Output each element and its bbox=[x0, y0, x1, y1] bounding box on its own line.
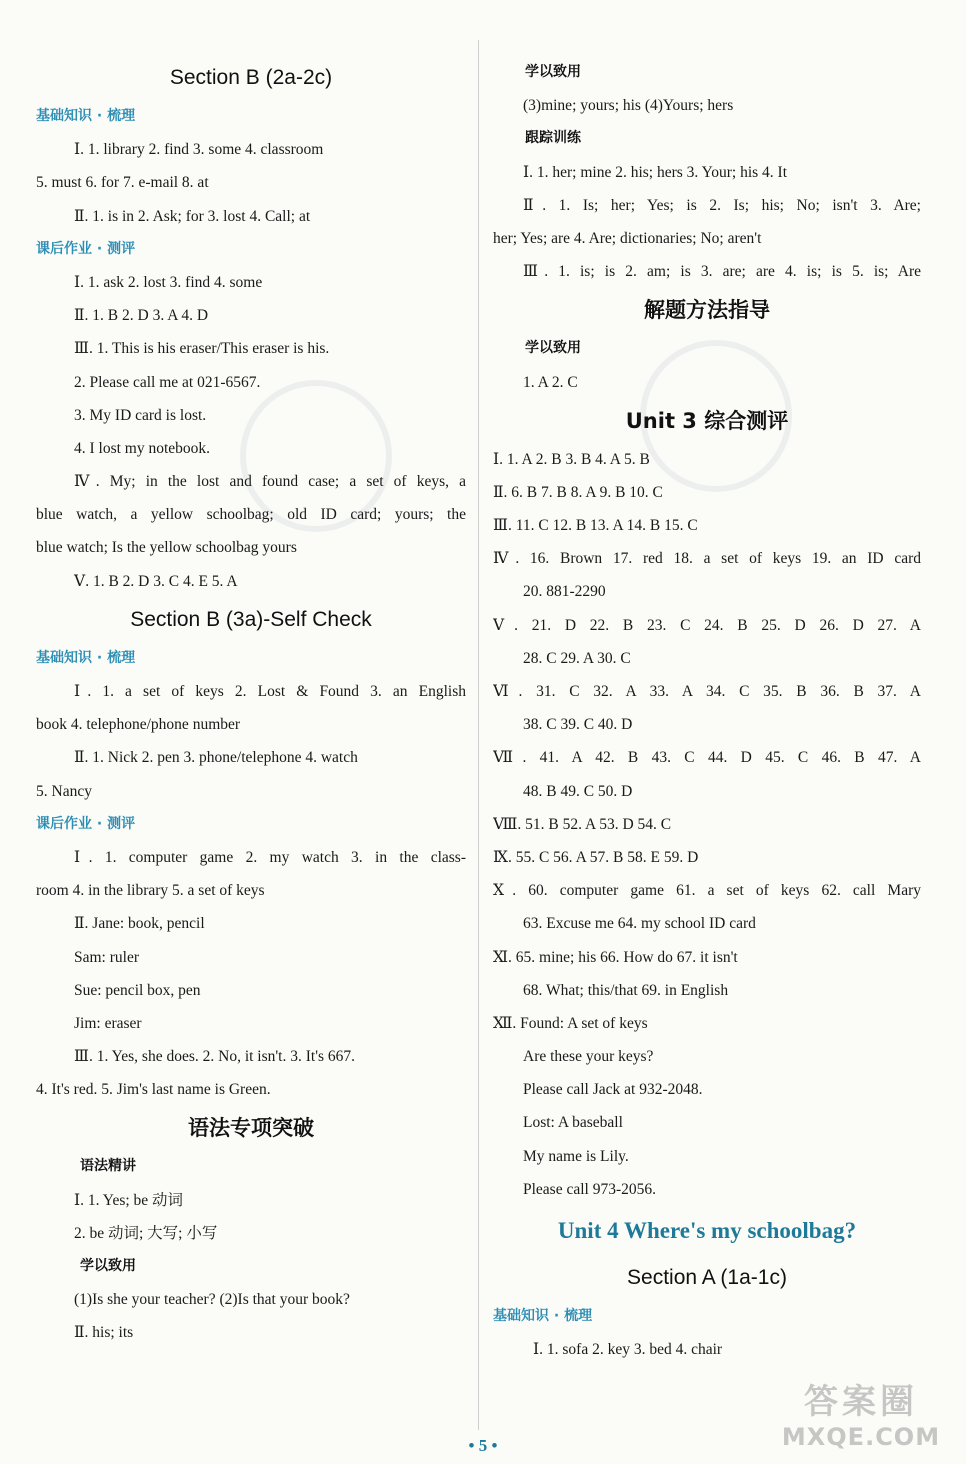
answer-line: her; Yes; are 4. Are; dictionaries; No; aren't bbox=[493, 229, 762, 247]
answer-line: Ⅰ. 1. sofa 2. key 3. bed 4. chair bbox=[533, 1341, 723, 1359]
answer-line: Ⅰ. 1. a set of keys 2. Lost & Found 3. an English bbox=[74, 683, 466, 700]
answer-line: 5. must 6. for 7. e-mail 8. at bbox=[36, 174, 209, 192]
section-title: Section B (2a-2c) bbox=[169, 66, 333, 89]
answer-line: Ⅱ. his; its bbox=[74, 1324, 134, 1342]
watermark-logo-text: 答案圈 bbox=[804, 1382, 918, 1422]
answer-line: book 4. telephone/phone number bbox=[36, 716, 241, 734]
answer-line: Sue: pencil box, pen bbox=[74, 981, 201, 999]
answer-line: Ⅱ. 1. B 2. D 3. A 4. D bbox=[74, 307, 209, 325]
section-label: 课后作业 · 测评 bbox=[36, 815, 136, 832]
answer-line: Ⅱ. 1. Is; her; Yes; is 2. Is; his; No; isn't 3. Are; bbox=[523, 196, 921, 214]
left-column bbox=[36, 56, 466, 1350]
answer-line: Ⅰ. 1. A 2. B 3. B 4. A 5. B bbox=[493, 450, 650, 468]
answer-line: Ⅷ. 51. B 52. A 53. D 54. C bbox=[493, 815, 672, 833]
answer-line: Jim: eraser bbox=[74, 1014, 142, 1032]
section-label: 基础知识 · 梳理 bbox=[36, 649, 136, 666]
answer-line: Ⅲ. 1. is; is 2. am; is 3. are; are 4. is; is 5. is; Are bbox=[523, 263, 921, 281]
page-number: • 5 • bbox=[468, 1436, 498, 1455]
answer-line: 38. C 39. C 40. D bbox=[523, 716, 633, 734]
answer-line: Ⅱ. 1. is in 2. Ask; for 3. lost 4. Call; at bbox=[74, 207, 311, 225]
answer-line: Sam: ruler bbox=[74, 948, 139, 966]
answer-line: Lost: A baseball bbox=[523, 1114, 623, 1132]
column-divider bbox=[478, 40, 479, 1430]
section-label: 学以致用 bbox=[80, 1258, 136, 1274]
section-title: 语法专项突破 bbox=[188, 1116, 314, 1141]
answer-line: (3)mine; yours; his (4)Yours; hers bbox=[523, 97, 734, 115]
answer-line: 63. Excuse me 64. my school ID card bbox=[523, 915, 756, 933]
section-label: 学以致用 bbox=[525, 64, 581, 80]
answer-line: Ⅰ. 1. library 2. find 3. some 4. classroom bbox=[74, 141, 324, 159]
answer-line: Ⅰ. 1. her; mine 2. his; hers 3. Your; his 4. It bbox=[523, 163, 788, 181]
section-label: 语法精讲 bbox=[80, 1158, 136, 1175]
section-title: Section A (1a-1c) bbox=[627, 1266, 787, 1289]
answer-line: 68. What; this/that 69. in English bbox=[523, 981, 729, 999]
answer-line: 5. Nancy bbox=[36, 782, 92, 800]
section-label: 基础知识 · 梳理 bbox=[493, 1308, 593, 1324]
answer-line: Ⅹ. 60. computer game 61. a set of keys 62. call Mary bbox=[493, 882, 921, 900]
answer-line: Ⅱ. Jane: book, pencil bbox=[74, 915, 205, 933]
answer-line: blue watch; Is the yellow schoolbag yours bbox=[36, 539, 297, 557]
answer-line: Ⅻ. Found: A set of keys bbox=[493, 1014, 648, 1032]
answer-line: 3. My ID card is lost. bbox=[74, 406, 207, 424]
answer-line: Ⅴ. 1. B 2. D 3. C 4. E 5. A bbox=[74, 572, 238, 590]
answer-line: 4. It's red. 5. Jim's last name is Green. bbox=[36, 1081, 271, 1099]
answer-line: Ⅲ. 11. C 12. B 13. A 14. B 15. C bbox=[493, 517, 698, 535]
answer-line: 2. Please call me at 021-6567. bbox=[74, 373, 261, 391]
answer-line: Are these your keys? bbox=[523, 1048, 654, 1066]
answer-line: Ⅲ. 1. Yes, she does. 2. No, it isn't. 3. It's 667. bbox=[74, 1048, 356, 1066]
answer-line: Ⅰ. 1. ask 2. lost 3. find 4. some bbox=[74, 273, 263, 291]
answer-line: (1)Is she your teacher? (2)Is that your book? bbox=[74, 1291, 350, 1309]
answer-line: 1. A 2. C bbox=[523, 373, 578, 391]
answer-line: Ⅰ. 1. Yes; be 动词 bbox=[74, 1191, 184, 1209]
answer-line: Please call 973-2056. bbox=[523, 1180, 657, 1198]
answer-line: Ⅱ. 1. Nick 2. pen 3. phone/telephone 4. watch bbox=[74, 749, 358, 767]
answer-line: Ⅳ. 16. Brown 17. red 18. a set of keys 19. an ID card bbox=[493, 550, 921, 568]
answer-line: Ⅱ. 6. B 7. B 8. A 9. B 10. C bbox=[493, 483, 663, 501]
answer-line: Please call Jack at 932-2048. bbox=[523, 1081, 703, 1099]
section-label: 课后作业 · 测评 bbox=[36, 240, 136, 257]
right-column bbox=[493, 56, 921, 1366]
section-label: 基础知识 · 梳理 bbox=[36, 108, 136, 124]
answer-line: 2. be 动词; 大写; 小写 bbox=[74, 1224, 218, 1242]
site-watermark bbox=[766, 1382, 956, 1462]
answer-line: Ⅰ. 1. computer game 2. my watch 3. in the class- bbox=[74, 848, 466, 866]
answer-line: Ⅺ. 65. mine; his 66. How do 67. it isn't bbox=[493, 948, 738, 966]
answer-line: Ⅶ. 41. A 42. B 43. C 44. D 45. C 46. B 47. A bbox=[493, 749, 921, 767]
answer-line: Ⅳ. My; in the lost and found case; a set of keys, a bbox=[74, 473, 466, 491]
answer-line: 28. C 29. A 30. C bbox=[523, 649, 631, 667]
section-title: Unit 3 综合测评 bbox=[625, 408, 789, 433]
answer-line: My name is Lily. bbox=[523, 1147, 629, 1165]
answer-line: Ⅵ. 31. C 32. A 33. A 34. C 35. B 36. B 37. A bbox=[493, 683, 921, 700]
section-label: 跟踪训练 bbox=[525, 130, 581, 147]
section-title: Section B (3a)-Self Check bbox=[130, 607, 372, 631]
answer-line: blue watch, a yellow schoolbag; old ID card; yours; the bbox=[36, 506, 466, 524]
answer-line: 4. I lost my notebook. bbox=[74, 439, 211, 457]
answer-line: Ⅲ. 1. This is his eraser/This eraser is his. bbox=[74, 340, 330, 358]
section-label: 学以致用 bbox=[525, 340, 581, 357]
answer-line: room 4. in the library 5. a set of keys bbox=[36, 882, 265, 900]
answer-line: Ⅴ. 21. D 22. B 23. C 24. B 25. D 26. D 27. A bbox=[493, 616, 921, 634]
answer-line: Ⅸ. 55. C 56. A 57. B 58. E 59. D bbox=[493, 848, 699, 866]
watermark-url: MXQE.COM bbox=[781, 1423, 941, 1451]
answer-line: 20. 881-2290 bbox=[523, 583, 606, 601]
section-title: 解题方法指导 bbox=[644, 298, 770, 323]
answer-line: 48. B 49. C 50. D bbox=[523, 782, 633, 800]
unit-title: Unit 4 Where's my schoolbag? bbox=[557, 1218, 857, 1243]
